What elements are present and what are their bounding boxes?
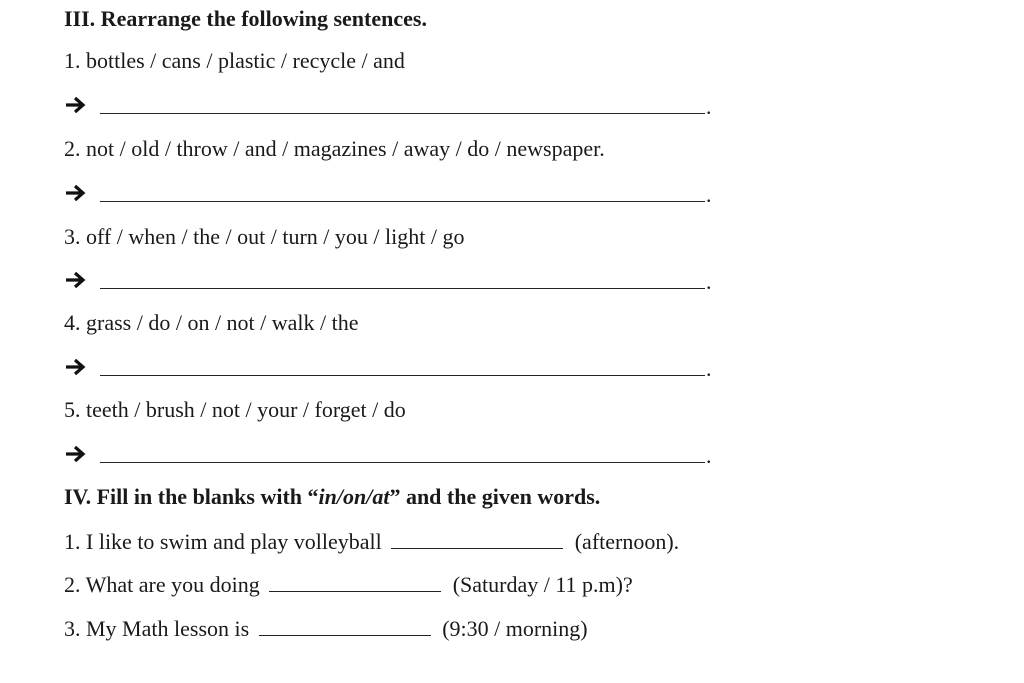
answer-row-1 — [64, 92, 724, 118]
fill-item-2 — [64, 572, 633, 598]
answer-blank-4[interactable] — [100, 375, 705, 376]
fill-item-hint: (9:30 / morning) — [442, 616, 588, 641]
section-3-heading: III. Rearrange the following sentences. — [64, 6, 427, 31]
fill-blank-1[interactable] — [391, 530, 563, 549]
fill-item-hint: (afternoon). — [574, 529, 680, 554]
section-4-heading-prefix: IV. Fill in the blanks with “ — [64, 484, 319, 509]
rearrange-item-5: 5. teeth / brush / not / your / forget / do — [64, 397, 406, 422]
right-arrow-icon — [64, 441, 90, 467]
answer-period: . — [706, 94, 712, 119]
fill-item-1 — [64, 529, 679, 555]
rearrange-item-1: 1. bottles / cans / plastic / recycle / and — [64, 48, 405, 73]
answer-row-2 — [64, 180, 724, 206]
fill-item-text: 3. My Math lesson is — [64, 616, 250, 641]
rearrange-item-3: 3. off / when / the / out / turn / you / light / go — [64, 224, 465, 249]
answer-blank-3[interactable] — [100, 288, 705, 289]
fill-blank-2[interactable] — [269, 573, 441, 592]
answer-row-5 — [64, 441, 724, 467]
answer-blank-2[interactable] — [100, 201, 705, 202]
fill-blank-3[interactable] — [259, 617, 431, 636]
section-4-heading-suffix: ” and the given words. — [389, 484, 601, 509]
section-4-heading-emphasis: in/on/at — [318, 484, 390, 509]
rearrange-item-4: 4. grass / do / on / not / walk / the — [64, 310, 359, 335]
right-arrow-icon — [64, 354, 90, 380]
right-arrow-icon — [64, 180, 90, 206]
answer-period: . — [706, 269, 712, 294]
answer-blank-1[interactable] — [100, 113, 705, 114]
section-4-heading — [64, 484, 600, 510]
fill-item-3 — [64, 616, 588, 642]
answer-row-4 — [64, 354, 724, 380]
right-arrow-icon — [64, 267, 90, 293]
answer-blank-5[interactable] — [100, 462, 705, 463]
answer-period: . — [706, 182, 712, 207]
answer-period: . — [706, 356, 712, 381]
fill-item-text: 1. I like to swim and play volleyball — [64, 529, 382, 554]
fill-item-hint: (Saturday / 11 p.m)? — [452, 572, 633, 597]
rearrange-item-2: 2. not / old / throw / and / magazines / away / do / newspaper. — [64, 136, 605, 161]
answer-period: . — [706, 443, 712, 468]
answer-row-3 — [64, 267, 724, 293]
right-arrow-icon — [64, 92, 90, 118]
fill-item-text: 2. What are you doing — [64, 572, 260, 597]
